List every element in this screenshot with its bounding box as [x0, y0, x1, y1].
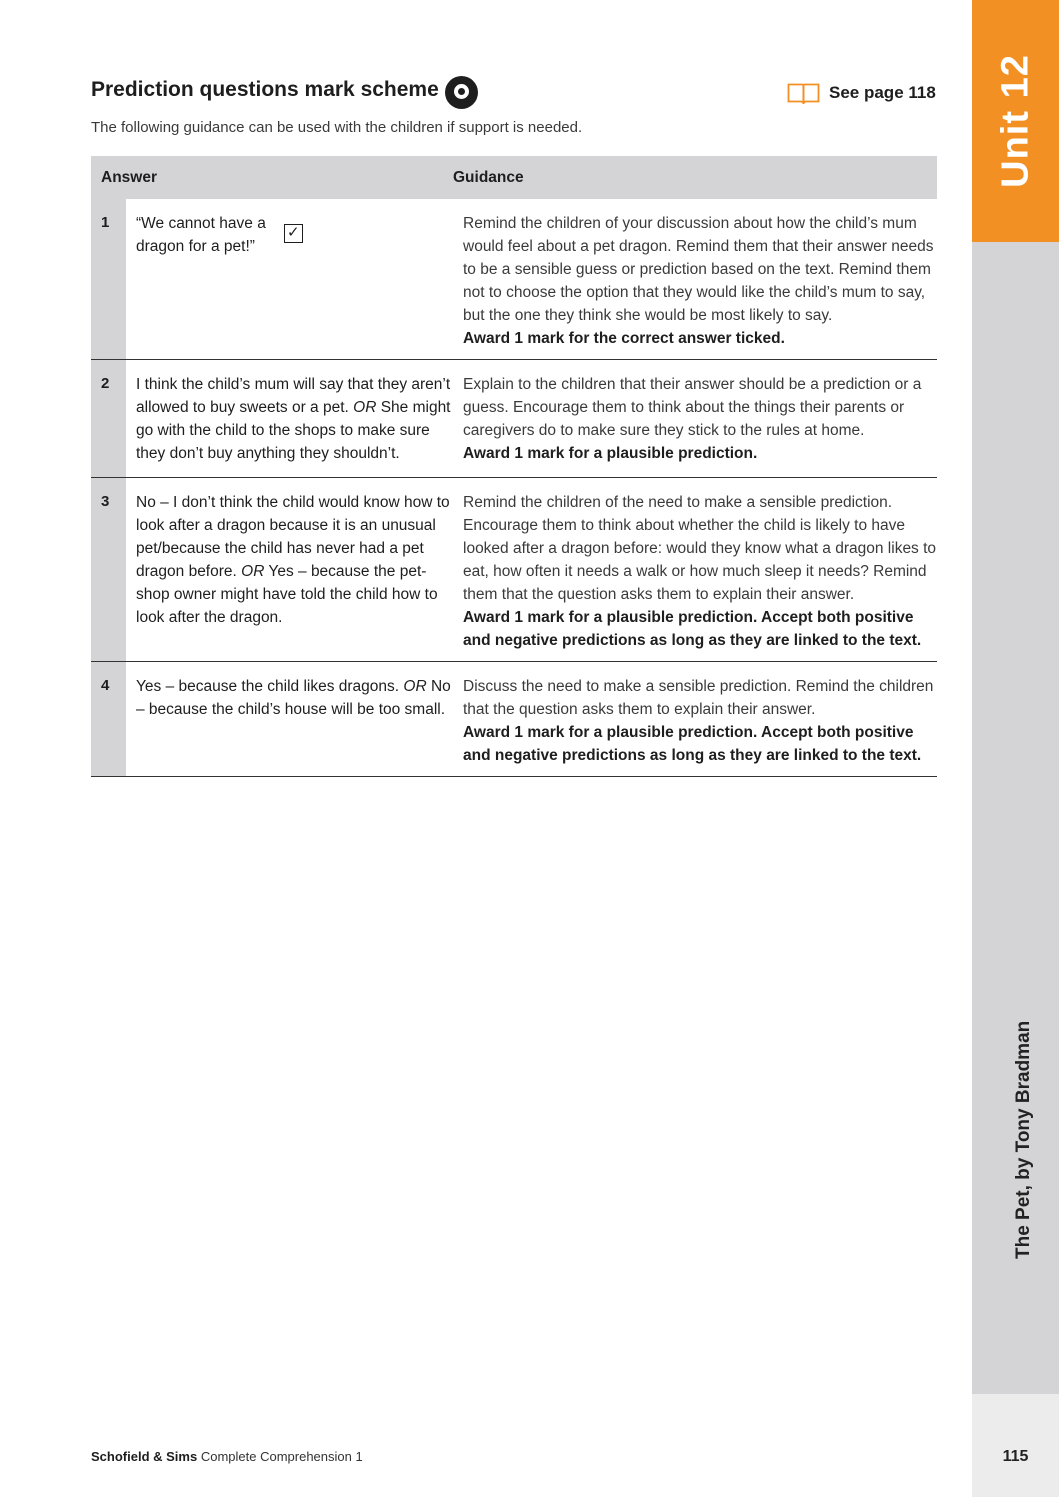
- answer-text: No – I don’t think the child would know how to look after a dragon because it is an unusual pet/because the child has never had a pet dragon before.: [136, 494, 450, 580]
- guidance-text: Remind the children of your discussion about how the child’s mum would feel about a pet dragon. Remind them that their answer needs to be a sensible guess or prediction based on the text. Remind them not to choose the option that they would like the child’s mum to say, but the one they think she would be most likely to say.: [463, 215, 934, 324]
- page-number-box: [972, 1394, 1059, 1497]
- header-answer: Answer: [101, 168, 157, 186]
- footer-title: Complete Comprehension 1: [200, 1449, 363, 1464]
- award-text: Award 1 mark for the correct answer ticked.: [463, 330, 785, 347]
- question-number: 2: [91, 360, 126, 477]
- answer-text: Yes – because the pet-shop owner might have told the child how to look after the dragon.: [136, 563, 438, 626]
- footer: [91, 1449, 363, 1464]
- answer-text: dragon for a pet!”: [136, 238, 255, 255]
- book-title-tab: [972, 242, 1059, 1394]
- unit-label: Unit 12: [994, 54, 1036, 188]
- question-number: 1: [91, 199, 126, 359]
- page-title: Prediction questions mark scheme: [91, 78, 439, 101]
- prediction-icon: [445, 76, 478, 109]
- answer-text: She might go with the child to the shops to make sure they don’t buy anything they shouldn’t.: [136, 399, 451, 462]
- guidance-cell: [463, 662, 937, 776]
- answer-cell: [126, 360, 463, 477]
- guidance-cell: [463, 478, 937, 661]
- mark-scheme-table: [91, 156, 937, 777]
- table-header: [91, 156, 937, 199]
- award-text: Award 1 mark for a plausible prediction. Accept both positive and negative predictions as long as they are linked to the text.: [463, 724, 922, 764]
- answer-text: No – because the child’s house will be too small.: [136, 678, 451, 718]
- award-text: Award 1 mark for a plausible prediction.: [463, 445, 758, 462]
- table-row: [91, 478, 937, 662]
- question-number: 4: [91, 662, 126, 776]
- header-guidance: Guidance: [453, 168, 524, 186]
- or-label: OR: [353, 399, 377, 416]
- page-number: 115: [1002, 1448, 1029, 1465]
- table-row: [91, 199, 937, 360]
- table-row: [91, 360, 937, 478]
- answer-text: “We cannot have a: [136, 215, 266, 232]
- question-number: 3: [91, 478, 126, 661]
- intro-text: The following guidance can be used with the children if support is needed.: [91, 119, 583, 136]
- answer-cell: [126, 662, 463, 776]
- see-page-label: See page 118: [829, 83, 936, 102]
- answer-text: Yes – because the child likes dragons.: [136, 678, 400, 695]
- answer-cell: [126, 199, 463, 359]
- unit-tab: [972, 0, 1059, 242]
- answer-cell: [126, 478, 463, 661]
- guidance-cell: [463, 199, 937, 359]
- footer-brand: Schofield & Sims: [91, 1449, 198, 1464]
- book-icon: [787, 82, 820, 104]
- guidance-text: Discuss the need to make a sensible prediction. Remind the children that the question asks them to explain their answer.: [463, 678, 934, 718]
- see-page-link[interactable]: [787, 80, 936, 106]
- guidance-text: Remind the children of the need to make a sensible prediction. Encourage them to think about whether the child is likely to have looked after a dragon before: would they know what a dragon likes to eat, how often it needs a walk or how much sleep it needs? Remind them that the question asks them to explain their answer.: [463, 494, 937, 603]
- book-title: The Pet, by Tony Bradman: [1012, 1020, 1034, 1259]
- table-row: [91, 662, 937, 777]
- answer-text: I think the child’s mum will say that they aren’t allowed to buy sweets or a pet.: [136, 376, 451, 416]
- guidance-cell: [463, 360, 937, 477]
- award-text: Award 1 mark for a plausible prediction. Accept both positive and negative predictions as long as they are linked to the text.: [463, 609, 922, 649]
- or-label: OR: [241, 563, 265, 580]
- tick-box: ✓: [284, 224, 303, 243]
- guidance-text: Explain to the children that their answer should be a prediction or a guess. Encourage them to think about the things their parents or caregivers do to make sure they stick to the rules at home.: [463, 376, 922, 439]
- or-label: OR: [403, 678, 427, 695]
